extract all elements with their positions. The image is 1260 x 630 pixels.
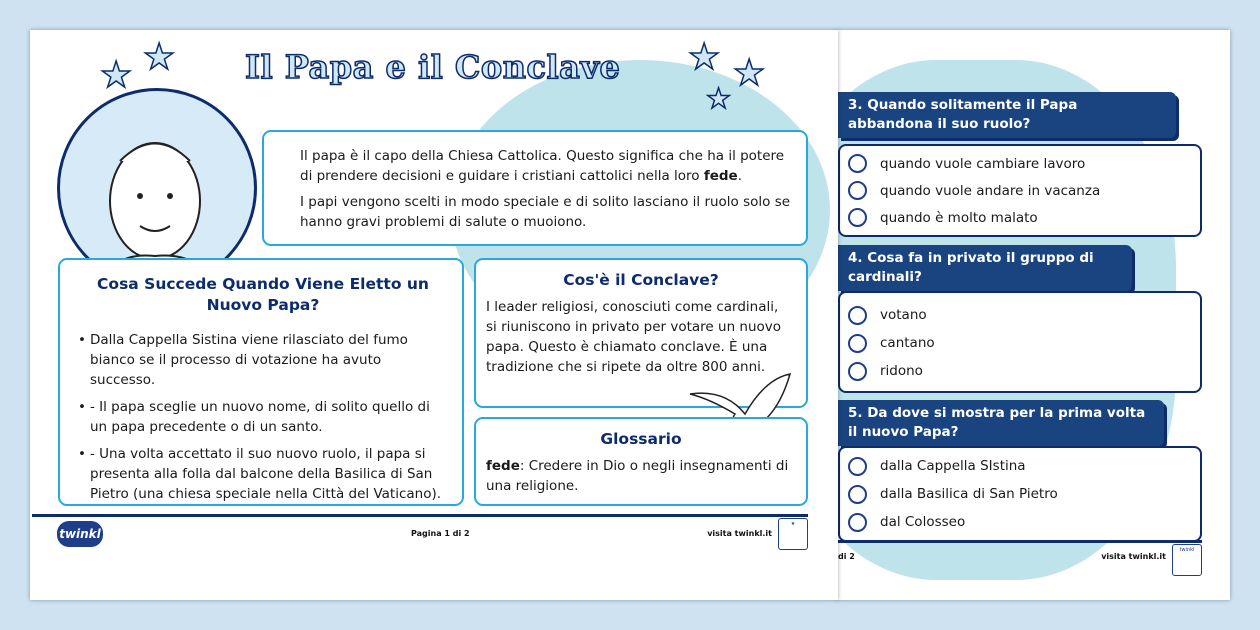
option-label: dalla Basilica di San Pietro — [880, 486, 1058, 502]
bullet-item: • - Il papa sceglie un nuovo nome, di solito quello di un papa precedente o di un santo. — [78, 397, 448, 437]
star-icon: ★ — [100, 55, 133, 96]
site-link[interactable]: visita twinkl.it — [707, 529, 772, 538]
glossary-term: fede — [486, 458, 520, 474]
option-label: dalla Cappella SIstina — [880, 458, 1026, 474]
elected-box — [58, 258, 464, 506]
star-icon: ★ — [143, 37, 176, 78]
intro-text-2: I papi vengono scelti in modo speciale e di solito lasciano il ruolo solo se hanno gravi problemi di salute o muoiono. — [300, 194, 791, 230]
option-radio[interactable] — [848, 329, 1192, 357]
intro-keyword: fede — [703, 168, 738, 184]
radio-button[interactable] — [848, 513, 867, 532]
option-label: votano — [880, 307, 927, 323]
page-number: Pagina 1 di 2 — [411, 529, 470, 538]
glossary-definition: : Credere in Dio o negli insegnamenti di una religione. — [486, 458, 789, 494]
question-5-heading: 5. Da dove si mostra per la prima volta il nuovo Papa? — [838, 400, 1164, 446]
option-radio[interactable] — [848, 357, 1192, 385]
radio-button[interactable] — [848, 485, 867, 504]
page-title: Il Papa e il Conclave — [245, 48, 621, 86]
star-icon: ★ — [688, 37, 721, 78]
option-label: quando vuole cambiare lavoro — [880, 155, 1086, 172]
option-radio[interactable] — [848, 480, 1192, 508]
badge-logo: twinkl — [1179, 547, 1195, 553]
site-link[interactable]: visita twinkl.it — [1101, 552, 1166, 561]
footer-divider — [836, 540, 1202, 543]
radio-button[interactable] — [848, 362, 867, 381]
option-label: ridono — [880, 363, 923, 379]
option-radio[interactable] — [848, 150, 1192, 177]
option-radio[interactable] — [848, 508, 1192, 536]
radio-button[interactable] — [848, 208, 867, 227]
glossary-heading: Glossario — [600, 430, 682, 448]
radio-button[interactable] — [848, 181, 867, 200]
star-icon: ★ — [733, 53, 766, 94]
option-radio[interactable] — [848, 204, 1192, 231]
elected-heading: Cosa Succede Quando Viene Eletto un Nuovo Papa? — [97, 275, 429, 314]
glossary-box — [474, 417, 808, 506]
question-5-options — [838, 446, 1202, 542]
intro-text: Il papa è il capo della Chiesa Cattolica. Questo significa che ha il potere di prendere decisioni e guidare i cristiani cattolici nella loro — [300, 148, 785, 184]
intro-punct: . — [737, 168, 742, 184]
question-3-options — [838, 144, 1202, 237]
radio-button[interactable] — [848, 306, 867, 325]
bullet-item: • - Una volta accettato il suo nuovo ruolo, il papa si presenta alla folla dal balcone della Basilica di San Pietro (una chiesa speciale nella Città del Vaticano). — [78, 444, 448, 504]
option-label: cantano — [880, 335, 935, 351]
option-radio[interactable] — [848, 301, 1192, 329]
page-number: di 2 — [838, 552, 855, 561]
conclave-heading: Cos'è il Conclave? — [563, 271, 719, 289]
quality-badge: ★ — [778, 518, 808, 550]
footer-divider — [32, 514, 808, 517]
worksheet-page-2 — [836, 30, 1230, 600]
intro-box — [262, 130, 808, 246]
quality-badge — [1172, 544, 1202, 576]
bullet-item: • Dalla Cappella Sistina viene rilasciato del fumo bianco se il processo di votazione ha avuto successo. — [78, 330, 448, 390]
twinkl-logo: twinkl — [57, 521, 103, 547]
radio-button[interactable] — [848, 457, 867, 476]
conclave-box — [474, 258, 808, 408]
option-label: quando è molto malato — [880, 209, 1038, 226]
star-icon: ★ — [706, 82, 732, 115]
question-4-heading: 4. Cosa fa in privato il gruppo di cardinali? — [838, 245, 1132, 291]
worksheet-page-1 — [30, 30, 838, 600]
question-3-heading: 3. Quando solitamente il Papa abbandona il suo ruolo? — [838, 92, 1176, 138]
conclave-text: I leader religiosi, conosciuti come cardinali, si riuniscono in privato per votare un nuovo papa. Questo è chiamato conclave. È una tradizione che si ripete da oltre 800 anni. — [486, 299, 782, 375]
option-label: quando vuole andare in vacanza — [880, 182, 1101, 199]
option-label: dal Colosseo — [880, 514, 966, 530]
option-radio[interactable] — [848, 452, 1192, 480]
option-radio[interactable] — [848, 177, 1192, 204]
radio-button[interactable] — [848, 154, 867, 173]
radio-button[interactable] — [848, 334, 867, 353]
question-4-options — [838, 291, 1202, 393]
